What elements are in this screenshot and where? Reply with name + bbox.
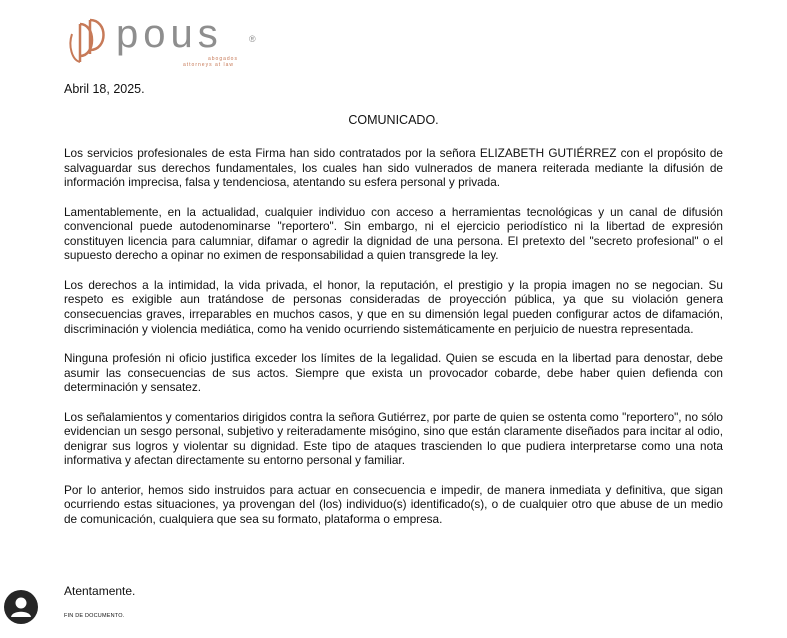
document-body bbox=[64, 146, 723, 541]
logo-tagline-2: attorneys at law bbox=[183, 62, 235, 68]
document-date: Abril 18, 2025. bbox=[64, 82, 145, 96]
logo-tagline-1: abogados bbox=[208, 56, 238, 62]
user-avatar-icon bbox=[4, 590, 38, 624]
paragraph: Por lo anterior, hemos sido instruidos para actuar en consecuencia e impedir, de manera inmediata y definitiva, que sigan ocurriendo estas situaciones, ya provengan del (los) individuo(s) identificado(s), o de cualquier otro que abuse de un medio de comunicación, cualquiera que sea su formato, plataforma o empresa. bbox=[64, 482, 723, 526]
document-title: COMUNICADO. bbox=[348, 113, 439, 127]
logo-registered-mark: ® bbox=[249, 34, 256, 44]
paragraph: Ninguna profesión ni oficio justifica exceder los límites de la legalidad. Quien se escuda en la libertad para denostar, debe asumir las consecuencias de sus actos. Siempre que exista un provocador cobarde, debe haber quien defienda con determinación y sensatez. bbox=[64, 350, 723, 395]
paragraph: Los servicios profesionales de esta Firma han sido contratados por la señora ELIZABETH GUTIÉRREZ con el propósito de salvaguardar sus derechos fundamentales, los cuales han sido vulnerados de manera reiterada mediante la difusión de información imprecisa, falsa y tendenciosa, atentando su esfera personal y privada. bbox=[64, 146, 723, 190]
firm-logo bbox=[66, 12, 266, 68]
end-of-document-note: FIN DE DOCUMENTO. bbox=[64, 613, 125, 619]
user-avatar-button[interactable] bbox=[4, 590, 38, 624]
closing-salutation: Atentamente. bbox=[64, 584, 136, 598]
logo-wordmark: pous bbox=[116, 12, 223, 56]
paragraph: Los derechos a la intimidad, la vida privada, el honor, la reputación, el prestigio y la propia imagen no se negocian. Su respeto es exigible aun tratándose de personas consideradas de proyección pública, ya que su violación genera consecuencias graves, irreparables en muchos casos, y que en su dimensión legal pueden configurar actos de difamación, discriminación y violencia mediática, como ha venido ocurriendo sistemáticamente en perjuicio de nuestra representada. bbox=[64, 277, 723, 336]
paragraph: Los señalamientos y comentarios dirigidos contra la señora Gutiérrez, por parte de quien se ostenta como "reportero", no sólo evidencian un sesgo personal, subjetivo y reiteradamente misógino, sino que están claramente diseñados para incitar al odio, denigrar sus logros y violentar su dignidad. Este tipo de ataques trascienden lo que pudiera interpretarse como una nota informativa y afectan directamente su entorno personal y familiar. bbox=[64, 409, 723, 468]
paragraph: Lamentablemente, en la actualidad, cualquier individuo con acceso a herramientas tecnológicas y un canal de difusión convencional puede autodenominarse "reportero". Sin embargo, ni el ejercicio periodístico ni la libertad de expresión constituyen licencia para calumniar, difamar o agredir la dignidad de una persona. El pretexto del "secreto profesional" o el supuesto derecho a opinar no eximen de responsabilidad a quien transgrede la ley. bbox=[64, 204, 723, 263]
logo-mark-icon bbox=[66, 16, 114, 66]
